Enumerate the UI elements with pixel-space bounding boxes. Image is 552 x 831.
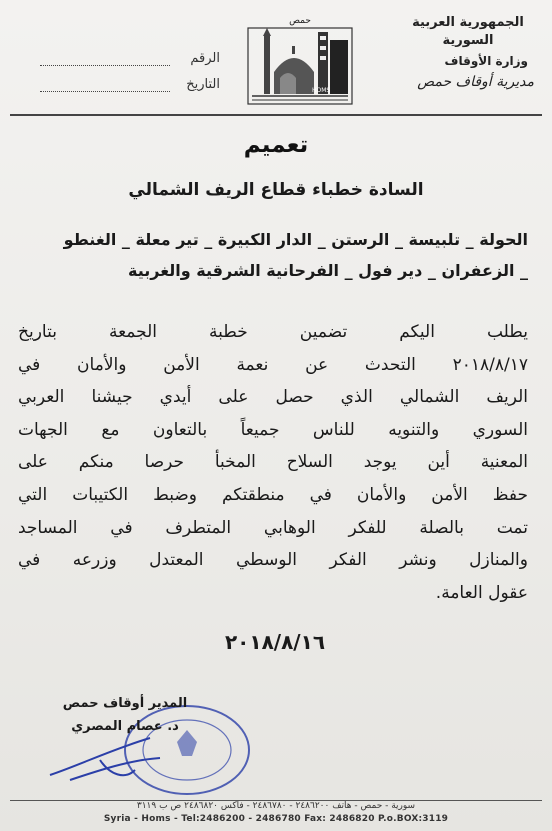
body-line: تمت بالصلة للفكر الوهابي المتطرف في المساجد [18,517,528,538]
homs-logo [244,16,356,106]
date-label: التاريخ [186,77,220,92]
mosque-icon [244,16,356,106]
body-line: حفظ الأمن والأمان في منطقتكم وضبط الكتيبات التي [18,484,528,505]
ref-label: الرقم [190,51,220,66]
signer-name: د. عصام المصري [71,719,179,734]
letterhead-right [398,14,538,92]
body-line: السوري والتنويه للناس جميعاً بالتعاون مع الجهات [18,419,528,440]
footer-english: Syria - Homs - Tel:2486200 - 2486780 Fax: 2486820 P.o.BOX:3119 [103,814,449,824]
directorate-name: مديرية أوقاف حمص [417,74,534,90]
ref-row [40,40,220,66]
body-line: الريف الشمالي الذي حصل على أيدي جيشنا العربي [18,387,528,408]
body-line: يطلب اليكم تضمين خطبة الجمعة بتاريخ [18,322,528,342]
ref-line [40,53,170,66]
logo-homs-text: HOMS [312,87,331,94]
village-list [18,224,528,286]
header-divider [10,114,542,116]
signer-title: المدير أوقاف حمص [62,696,188,711]
reference-block [40,40,220,92]
date-line [40,79,170,92]
document-date: ٢٠١٨/٨/١٦ [224,630,326,654]
village-line: _ الزعفران _ دير فول _ الفرحانية الشرقية والغربية [128,261,528,280]
footer-arabic: سورية - حمص - هاتف ٢٤٨٦٢٠٠ - ٢٤٨٦٧٨٠ - فاكس ٢٤٨٦٨٢٠ ص ب ٣١١٩ [136,801,416,811]
logo-city-label: حمص [289,16,311,26]
body-line: والمنازل ونشر الفكر الوسطي المعتدل وزرعه في [18,550,528,571]
addressee: السادة خطباء قطاع الريف الشمالي [128,180,424,200]
date-row [40,66,220,92]
ministry-name: وزارة الأوقاف [444,54,528,68]
body-line: المعنية أين يوجد السلاح المخبأ حرصا منكم على [18,452,528,473]
village-line: الحولة _ تلبيسة _ الرستن _ الدار الكبيرة _ تير معلة _ الغنطو [63,230,528,249]
republic-name: الجمهورية العربية السورية [412,15,524,48]
handwritten-signature [40,730,170,790]
body-line: ٢٠١٨/٨/١٧ التحدث عن نعمة الأمن والأمان في [18,354,528,375]
body-paragraph [18,316,528,609]
document-title: تعميم [243,132,309,158]
body-line: عقول العامة. [435,582,528,603]
